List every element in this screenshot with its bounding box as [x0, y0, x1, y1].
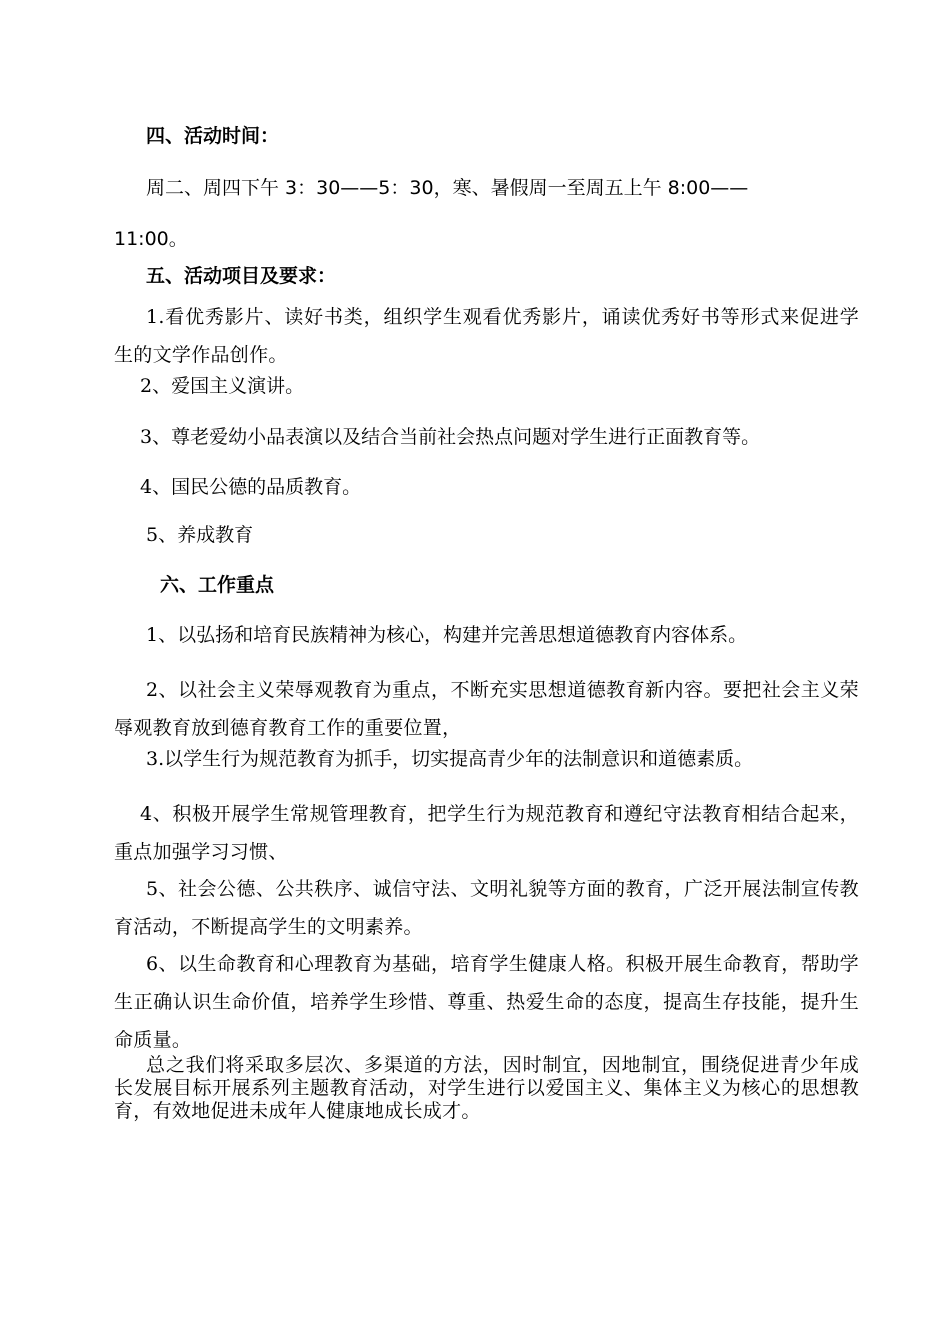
section-4-heading: 四、活动时间：: [146, 125, 280, 147]
section-5-item-4: 4、国民公德的品质教育。: [140, 476, 362, 498]
section-6-item-1: 1、以弘扬和培育民族精神为核心，构建并完善思想道德教育内容体系。: [146, 624, 748, 646]
section-6-item-6: 6、以生命教育和心理教育为基础，培育学生健康人格。积极开展生命教育，帮助学生正确认识生命价值，培养学生珍惜、尊重、热爱生命的态度，提高生存技能，提升生命质量。: [114, 953, 859, 1051]
section-6-item-3: 3.以学生行为规范教育为抓手，切实提高青少年的法制意识和道德素质。: [146, 748, 754, 770]
section-6-item-5: 5、社会公德、公共秩序、诚信守法、文明礼貌等方面的教育，广泛开展法制宣传教育活动，不断提高学生的文明素养。: [114, 878, 859, 938]
section-5-item-5: 5、养成教育: [146, 524, 254, 546]
activity-time-line-1: 周二、周四下午 3：30——5：30，寒、暑假周一至周五上午 8:00——: [146, 177, 749, 199]
section-6-item-2: 2、以社会主义荣辱观教育为重点，不断充实思想道德教育新内容。要把社会主义荣辱观教育放到德育教育工作的重要位置，: [114, 679, 859, 739]
section-5-item-3: 3、尊老爱幼小品表演以及结合当前社会热点问题对学生进行正面教育等。: [140, 426, 761, 448]
section-5-item-2: 2、爱国主义演讲。: [140, 375, 305, 397]
section-6-heading: 六、工作重点: [160, 574, 275, 596]
section-6-item-4: 4、积极开展学生常规管理教育，把学生行为规范教育和遵纪守法教育相结合起来，重点加强学习习惯、: [114, 803, 859, 863]
conclusion-paragraph: 总之我们将采取多层次、多渠道的方法，因时制宜，因地制宜，围绕促进青少年成长发展目标开展系列主题教育活动，对学生进行以爱国主义、集体主义为核心的思想教育，有效地促进未成年人健康地成长成才。: [114, 1054, 859, 1122]
section-5-heading: 五、活动项目及要求：: [146, 265, 337, 287]
section-5-item-1: 1.看优秀影片、读好书类，组织学生观看优秀影片，诵读优秀好书等形式来促进学生的文学作品创作。: [114, 306, 859, 366]
activity-time-line-2: 11:00。: [114, 228, 188, 250]
